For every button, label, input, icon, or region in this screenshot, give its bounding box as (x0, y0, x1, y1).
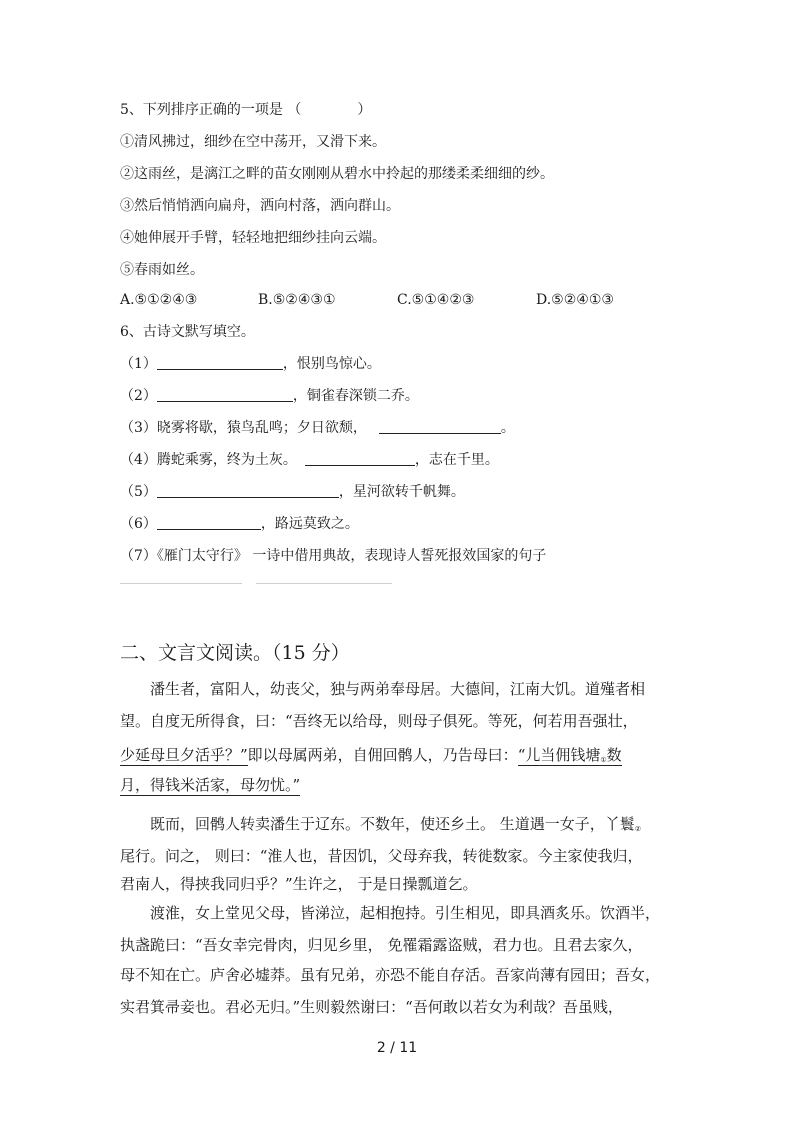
footnote-marker: ② (634, 825, 642, 833)
answer-blank[interactable] (157, 387, 293, 402)
answer-blank[interactable] (305, 451, 415, 466)
underlined-phrase (518, 746, 622, 766)
passage-segment: 数 (606, 746, 622, 764)
q6-item-7-num: （7） (120, 548, 157, 564)
q6-item-5-after: ，星河欲转千帆舞。 (338, 484, 465, 500)
q6-item-5 (120, 482, 465, 502)
q5-item-3: ③然后悄悄洒向扁舟，洒向村落，洒向群山。 (120, 198, 400, 214)
q6-item-3-after: 。 (500, 420, 515, 436)
q6-item-3 (120, 418, 515, 438)
q6-item-4-num: （4） (120, 452, 157, 468)
passage-line: 潘生者，富阳人，幼丧父，独与两弟奉母居。大德间，江南大饥。道殣者相 (150, 680, 646, 698)
q6-item-6-num: （6） (120, 516, 157, 532)
footnote-marker: ① (600, 756, 607, 764)
q5-item-2: ②这雨丝，是漓江之畔的苗女刚刚从碧水中拎起的那缕柔柔细细的纱。 (120, 166, 554, 182)
q6-item-3-before: 晓雾将歇，猿鸟乱鸣；夕日欲颓， (156, 420, 367, 436)
passage-segment: 既而，回鹘人转卖潘生于辽东。不数年，使还乡土。 生道遇一女子，丫鬟 (150, 815, 635, 833)
q5-stem: 5、下列排序正确的一项是 （ ） (120, 102, 372, 118)
answer-blank[interactable] (157, 515, 261, 530)
q6-stem: 6、古诗文默写填空。 (120, 324, 255, 340)
underlined-phrase: 月，得钱米活家，母勿忧。” (120, 776, 301, 794)
page-number: 2 / 11 (376, 1040, 418, 1056)
q5-item-4: ④她伸展开手臂，轻轻地把细纱挂向云端。 (120, 230, 386, 246)
passage-line: 渡淮，女上堂见父母，皆涕泣，起相抱持。引生相见，即具酒炙乐。饮酒半， (150, 904, 661, 922)
q5-item-5: ⑤春雨如丝。 (120, 262, 204, 278)
passage-segment: “儿当佣钱塘 (517, 746, 601, 764)
answer-blank[interactable] (157, 355, 283, 370)
answer-blank[interactable] (379, 419, 501, 434)
section-title: 二、文言文阅读。（15 分） (120, 642, 350, 664)
passage-line: 尾行。问之， 则曰：“淮人也，昔因饥，父母弃我，转徙数家。今主家使我归， (120, 847, 643, 865)
passage-line (150, 814, 641, 839)
passage-line: 实君箕帚妾也。君必无归。”生则毅然谢曰：“吾何敢以若女为利哉？吾虽贱， (120, 998, 623, 1016)
passage-line: 母不知在亡。庐舍必墟莽。虽有兄弟，亦恐不能自存活。吾家尚薄有园田；吾女， (120, 966, 661, 984)
passage-line: 君南人，得挟我同归乎？”生许之， 于是日操瓢道乞。 (120, 875, 478, 893)
q6-item-2 (120, 386, 419, 406)
q6-item-6 (120, 514, 359, 534)
q5-option-a: A.⑤①②④③ (120, 292, 198, 308)
q5-option-c: C.⑤①④②③ (397, 292, 475, 308)
q5-option-d: D.⑤②④①③ (536, 292, 614, 308)
passage-line: 望。自度无所得食，曰：“吾终无以给母，则母子俱死。等死，何若用吾强壮， (120, 712, 638, 730)
answer-blank[interactable] (157, 483, 339, 498)
passage-line: 执盏跪曰：“吾女幸完骨肉，归见乡里， 免罹霜露盗贼，君力也。且君去家久， (120, 936, 643, 954)
q6-item-7 (120, 546, 546, 566)
passage-segment: 即以母属两弟，自佣回鹘人，乃告母曰： (247, 746, 518, 764)
q6-item-4-after: ，志在千里。 (414, 452, 499, 468)
q6-item-4 (120, 450, 499, 470)
q6-item-2-after: ，铜雀春深锁二乔。 (292, 388, 419, 404)
q6-item-1-after: ，恨别鸟惊心。 (282, 356, 381, 372)
underlined-phrase: 少延母旦夕活乎？” (120, 746, 248, 764)
q6-item-5-num: （5） (120, 484, 157, 500)
q6-item-3-num: （3） (120, 420, 157, 436)
q5-item-1: ①清风拂过，细纱在空中荡开，又滑下来。 (120, 134, 386, 150)
q5-option-b: B.⑤②④③① (258, 292, 336, 308)
q6-item-1-num: （1） (120, 356, 157, 372)
passage-line (120, 775, 300, 795)
answer-line-faint[interactable] (256, 583, 392, 584)
q6-item-1 (120, 354, 381, 374)
answer-line-faint[interactable] (120, 583, 242, 584)
passage-line (120, 745, 622, 770)
q6-item-2-num: （2） (120, 388, 157, 404)
q6-item-7-text: 《雁门太守行》 一诗中借用典故，表现诗人誓死报效国家的句子 (156, 548, 547, 564)
q6-item-4-before: 腾蛇乘雾，终为土灰。 (156, 452, 297, 468)
q6-item-6-after: ，路远莫致之。 (260, 516, 359, 532)
